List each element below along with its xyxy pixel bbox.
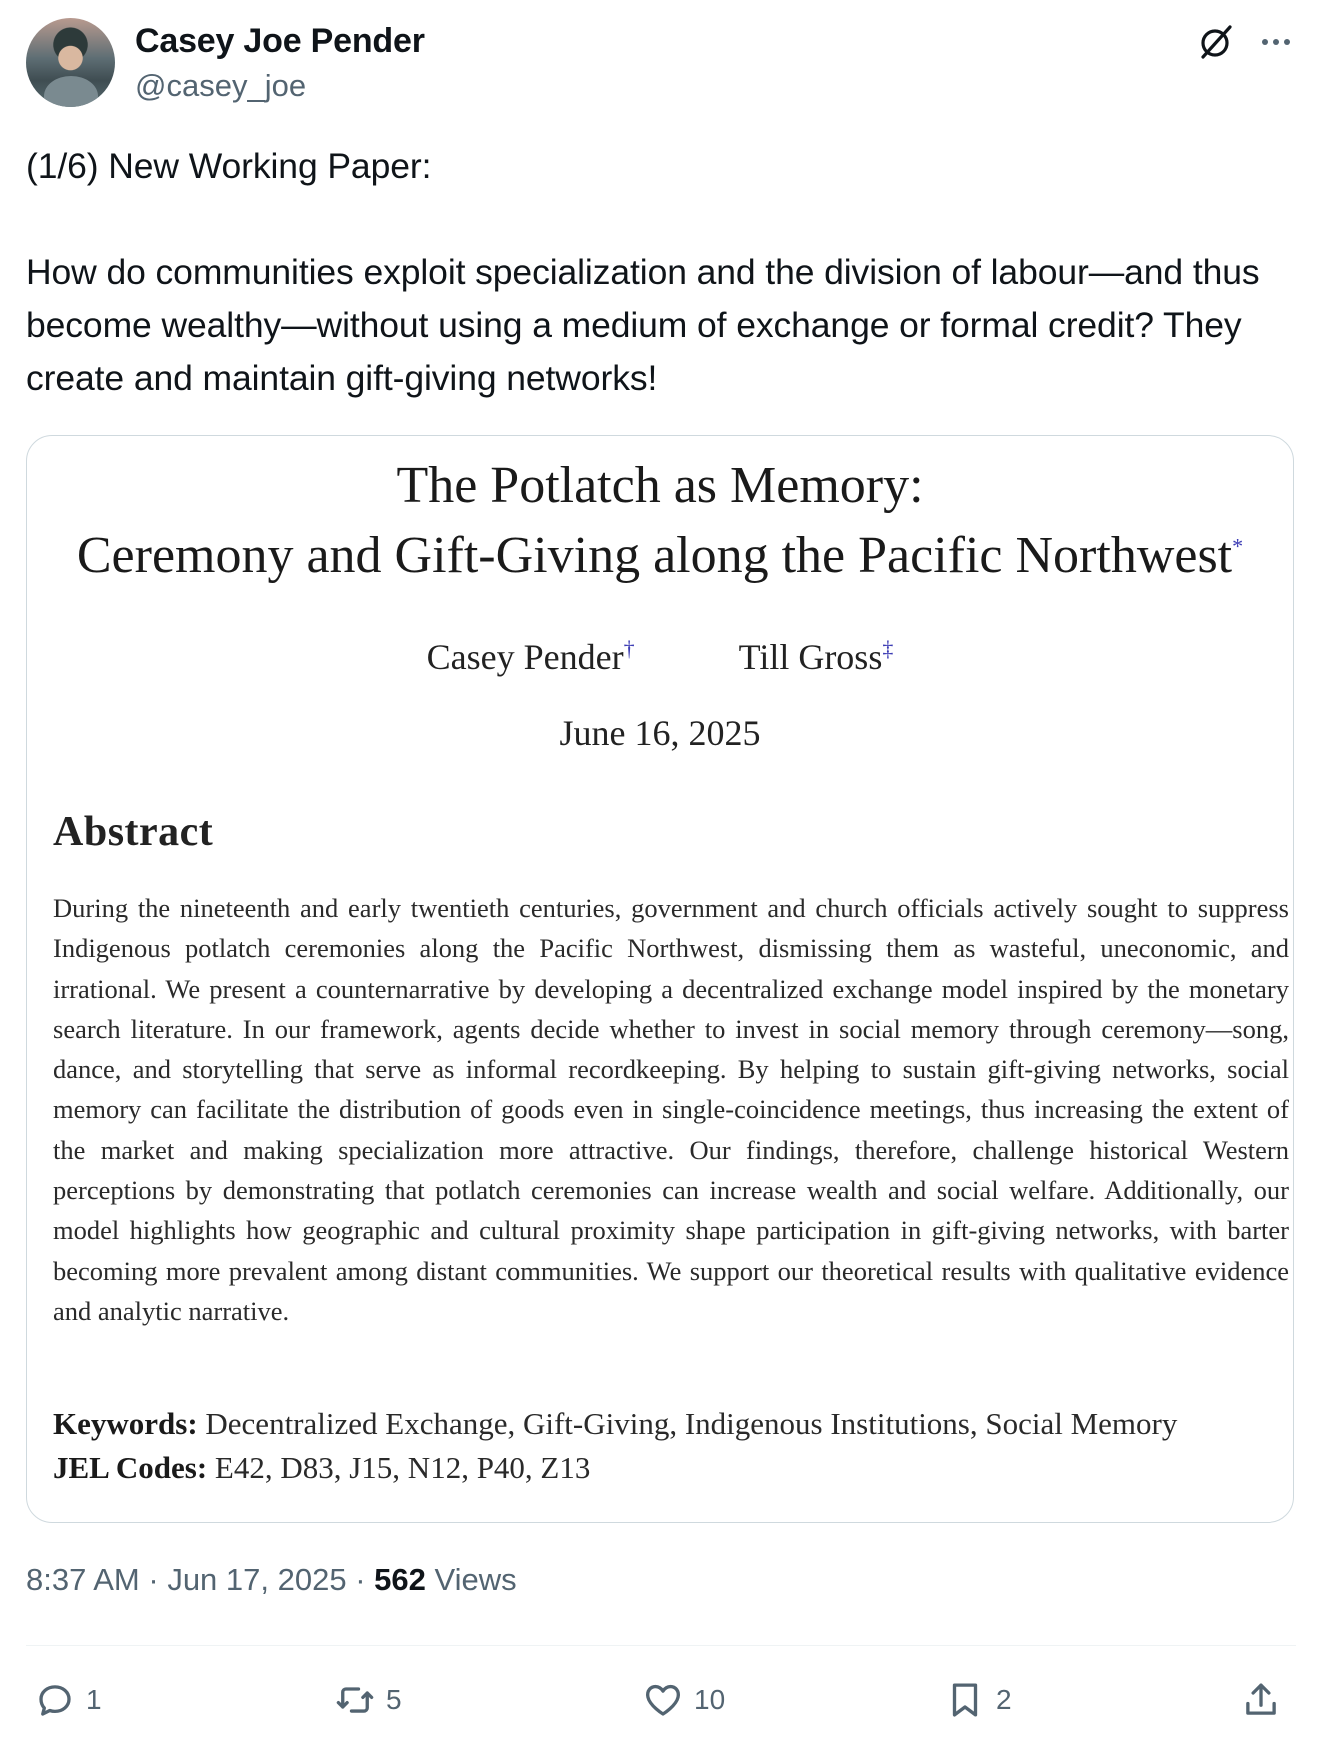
post-date[interactable]: Jun 17, 2025	[167, 1562, 347, 1597]
author-handle[interactable]: @casey_joe	[135, 68, 307, 103]
paper-title-line2	[27, 526, 1293, 585]
reply-button[interactable]	[34, 1676, 102, 1724]
attached-paper-image[interactable]	[26, 435, 1294, 1523]
avatar[interactable]	[26, 18, 115, 107]
views-count: 562	[374, 1562, 426, 1597]
jel-value: E42, D83, J15, N12, P40, Z13	[214, 1450, 591, 1485]
repost-count: 5	[386, 1684, 402, 1715]
bookmark-button[interactable]	[944, 1676, 1012, 1724]
like-button[interactable]	[642, 1676, 725, 1724]
views-label: Views	[425, 1562, 517, 1597]
repost-icon	[334, 1679, 376, 1721]
bookmark-count: 2	[996, 1684, 1012, 1715]
keywords-label: Keywords:	[53, 1406, 198, 1441]
share-icon	[1240, 1679, 1282, 1721]
tweet-text: (1/6) New Working Paper: How do communities exploit specialization and the division of labour—and thus become wealthy—without using a medium of exchange or formal credit? They create and maintain gift-giving networks!	[26, 146, 1260, 398]
author-name[interactable]: Casey Joe Pender	[135, 22, 425, 60]
title-footnote-mark: *	[1232, 533, 1244, 559]
grok-icon[interactable]	[1196, 22, 1236, 62]
paper-author-2: Till Gross‡	[738, 636, 894, 677]
like-count: 10	[694, 1684, 726, 1715]
abstract-heading: Abstract	[53, 809, 214, 855]
heart-icon	[642, 1679, 684, 1721]
paper-title-line1: The Potlatch as Memory:	[396, 457, 924, 514]
reply-icon	[34, 1679, 76, 1721]
jel-codes-line	[53, 1450, 590, 1486]
abstract-body: During the nineteenth and early twentieth centuries, government and church officials actively sought to suppress Indigenous potlatch ceremonies along the Pacific Northwest, dismissing them as wasteful, uneconomic, and irrational. We present a counternarrative by developing a decentralized exchange model inspired by the monetary search literature. In our framework, agents decide whether to invest in social memory through ceremony—song, dance, and storytelling that serve as informal recordkeeping. By helping to sustain gift-giving networks, social memory can facilitate the distribution of goods even in single-coincidence meetings, thus increasing the extent of the market and making specialization more attractive. Our findings, therefore, challenge historical Western perceptions by demonstrating that potlatch ceremonies can increase wealth and social welfare. Additionally, our model highlights how geographic and cultural proximity shape participation in gift-giving networks, with barter becoming more prevalent among distant communities. We support our theoretical results with qualitative evidence and analytic narrative.	[53, 893, 1289, 1326]
bookmark-icon	[944, 1679, 986, 1721]
post-meta: 8:37 AM · Jun 17, 2025 · 562 Views	[26, 1562, 517, 1597]
jel-label: JEL Codes:	[53, 1450, 208, 1485]
more-icon[interactable]	[1256, 22, 1296, 62]
paper-author-1: Casey Pender†	[426, 636, 635, 677]
reply-count: 1	[86, 1684, 102, 1715]
author2-footnote-mark: ‡	[882, 636, 894, 661]
paper-authors	[27, 636, 1293, 678]
paper-title-text: Ceremony and Gift-Giving along the Pacific Northwest	[76, 527, 1233, 584]
repost-button[interactable]	[334, 1676, 402, 1724]
share-button[interactable]	[1240, 1676, 1282, 1724]
keywords-value: Decentralized Exchange, Gift-Giving, Indigenous Institutions, Social Memory	[205, 1406, 1178, 1441]
divider	[26, 1645, 1296, 1646]
author1-footnote-mark: †	[623, 636, 635, 661]
keywords-line	[53, 1406, 1177, 1442]
paper-date: June 16, 2025	[559, 713, 761, 753]
post-time[interactable]: 8:37 AM	[26, 1562, 140, 1597]
